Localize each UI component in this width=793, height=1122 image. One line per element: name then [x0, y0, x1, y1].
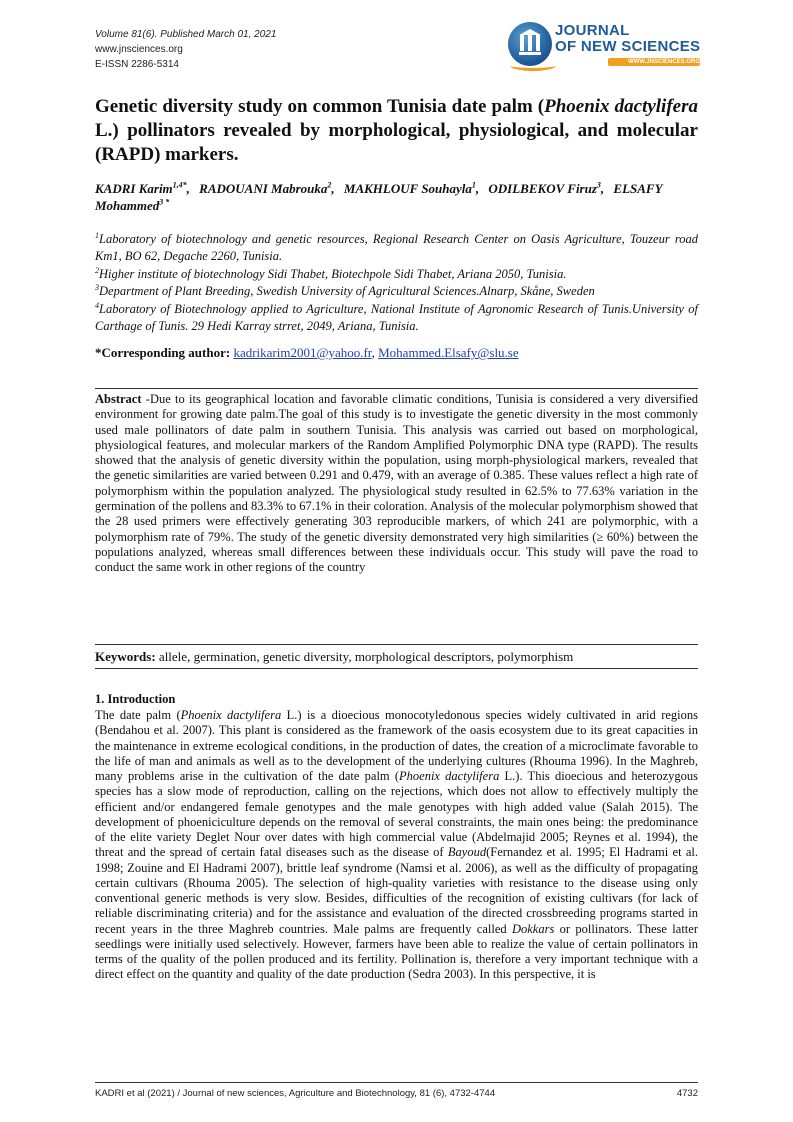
footer-divider: [95, 1082, 698, 1083]
divider: [95, 388, 698, 389]
logo-line1: JOURNAL: [555, 22, 630, 39]
author: KADRI Karim$^{1,4*}$,: [95, 180, 190, 196]
journal-header: [95, 27, 276, 72]
issn-text: E-ISSN 2286-5314: [95, 59, 179, 70]
affiliation-item: $^4$Laboratory of Biotechnology applied to Agriculture, National Institute of Agronomic Research of Tunis.University of Carthage of Tunis. 29 Hedi Karray strret, 2049, Ariana, Tunisia.: [95, 300, 698, 334]
paper-title: [95, 95, 698, 167]
affiliation-item: $^3$Department of Plant Breeding, Swedish University of Agricultural Sciences.Alnarp, Skåne, Sweden: [95, 283, 595, 299]
divider: [95, 668, 698, 669]
author: MAKHLOUF Souhayla$^1$,: [343, 180, 480, 196]
section-heading: 1. Introduction: [95, 692, 176, 706]
affiliation-item: $^2$Higher institute of biotechnology Sidi Thabet, Biotechpole Sidi Thabet, Ariana 2050, Tunisia.: [95, 265, 567, 281]
author: ODILBEKOV Firuz$^3$,: [488, 180, 605, 196]
affiliation-item: $^1$Laboratory of biotechnology and genetic resources, Regional Research Center on Oasis Agriculture, Touzeur road Km1, BO 62, Degache 2260, Tunisia.: [95, 230, 698, 264]
abstract-label: Abstract: [95, 392, 142, 406]
email-link-2[interactable]: Mohammed.Elsafy@slu.se: [378, 345, 519, 360]
volume-line: Volume 81(6). Published March 01, 2021: [95, 29, 277, 40]
keywords-label: Keywords:: [95, 649, 156, 664]
abstract: [95, 392, 698, 576]
logo-line2: OF NEW SCIENCES: [555, 38, 701, 55]
divider: [95, 644, 698, 645]
swoosh-icon: [510, 60, 556, 71]
website-text: www.jnsciences.org: [95, 44, 183, 55]
abstract-text: -Due to its geographical location and favorable climatic conditions, Tunisia is considered a very diversified environment for growing date palm.The goal of this study is to investigate the genetic diversity in the most commonly used male pollinators of date palm in southern Tunisia. This analysis was carried out based on morphological, physiological features, and molecular markers of the Random Amplified Polymorphic DNA type (RAPD). The results showed that the analysis of genetic diversity within the population, using morph-physiological markers, revealed that the genetic similarities are varied between 0.291 and 0.479, with an average of 0.385. These values reflect a high rate of polymorphism within the population analyzed. The physiological study resulted in 62.5% to 77.63% variation in the germination of the pollens and 83.3% to 67.1% in their coloration. Analysis of the molecular polymorphism showed that the 28 used primers were effectively generating 303 reproducible markers, of which 241 are polymorphic, with a polymorphism rate of 79%. The study of the genetic diversity demonstrated very high similarities (≥ 60%) between the populations analyzed, whereas small differences between these individuals occur. This study will pave the road to conduct the same work in other regions of the country: [95, 392, 698, 575]
page-number: 4732: [676, 1088, 698, 1099]
journal-logo: [508, 20, 703, 76]
logo-url: WWW.JNSCIENCES.ORG: [627, 59, 700, 65]
keywords: [95, 649, 698, 665]
corresponding-label: *Corresponding author:: [95, 345, 231, 360]
email-link-1[interactable]: kadrikarim2001@yahoo.fr: [233, 345, 372, 360]
keywords-text: allele, germination, genetic diversity, morphological descriptors, polymorphism: [155, 649, 574, 664]
title-species: Phoenix dactylifera: [544, 96, 698, 117]
author: RADOUANI Mabrouka$^2$,: [199, 180, 335, 196]
title-part1: Genetic diversity study on common Tunisia date palm (: [95, 96, 545, 117]
page-footer: [95, 1088, 698, 1099]
author-list: [95, 180, 698, 214]
title-part2: L.) pollinators revealed by morphological, physiological, and molecular (RAPD) markers.: [95, 120, 698, 165]
introduction-text: The date palm (Phoenix dactylifera L.) is a dioecious monocotyledonous species widely cultivated in arid regions (Bendahou et al. 2007). This plant is considered as the framework of the oasis ecosystem due to its great capacities in the maintenance in extreme ecological conditions, in the production of dates, the creation of a microclimate favorable to the life of man and animals as well as to the development of the underlying cultures (Rhouma 1996). In the Maghreb, many problems arise in the cultivation of the date palm (Phoenix dactylifera L.). This dioecious and heterozygous species has a slow mode of reproduction, calling on the rejections, which does not allow to effectively multiply the efficient and/or endangered female genotypes and the male genotypes with high added value (Salah 2015). The development of phoeniciculture depends on the removal of several constraints, the main ones being: the predominance of the elite variety Deglet Nour over dates with high commercial value (Abdelmajid 2005; Reynes et al. 1994), the threat and the spread of certain fatal diseases such as the disease of Bayoud(Fernandez et al. 1995; El Hadrami et al. 1998; Zouine and El Hadrami 2007), brittle leaf syndrome (Namsi et al. 2006), as well as the difficulty of propagating certain cultivars (Rhouma 2005). The selection of high-quality varieties with resistance to the disease using only conventional generic methods is very slow. Besides, difficulties of the recognition of existing cultivars (for lack of reliable discriminating criteria) and for the assistance and evaluation of the directed crossbreeding programs started in recent years in the three Maghreb countries. Male palms are frequently called Dokkars or pollinators. These latter seedlings were initially used selectively. However, farmers have been able to realize the value of certain pollinators in terms of the quality of the pollen produced and its fertility. Pollination is, therefore a very important technique with a direct effect on the quantity and quality of the date production (Sedra 2003). In this perspective, it is: [95, 708, 699, 982]
author: ELSAFY Mohammed$^{3 *}$: [95, 181, 663, 213]
footer-citation: KADRI et al (2021) / Journal of new sciences, Agriculture and Biotechnology, 81 (6), 4732-4744: [95, 1088, 496, 1099]
corresponding-author: *Corresponding author: kadrikarim2001@yahoo.fr, Mohammed.Elsafy@slu.se: [95, 345, 519, 360]
affiliations: [95, 231, 698, 335]
